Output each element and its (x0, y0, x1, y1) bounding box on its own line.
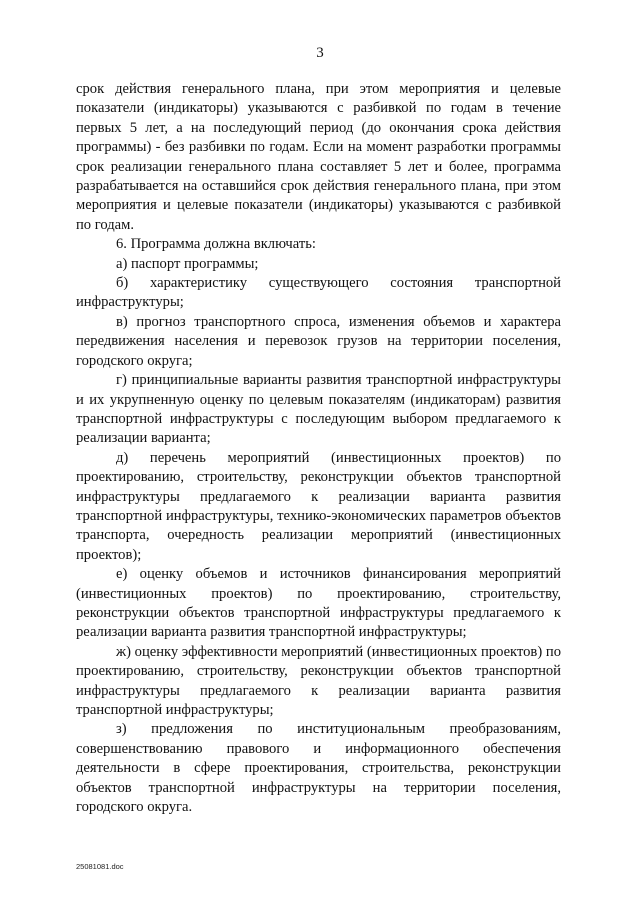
list-item-e: е) оценку объемов и источников финансирования мероприятий (инвестиционных проектов) по проектированию, строительству, реконструкции объектов транспортной инфраструктуры предлагаемого к реализации варианта развития транспортной инфраструктуры; (76, 566, 561, 641)
list-item-b: б) характеристику существующего состояния транспортной инфраструктуры; (76, 275, 561, 311)
paragraph-continuation: срок действия генерального плана, при этом мероприятия и целевые показатели (индикаторы) указываются с разбивкой по годам в течение первых 5 лет, а на последующий период (до окончания срока действия программы) - без разбивки по годам. Если на момент разработки программы срок реализации генерального плана составляет 5 лет и более, программа разрабатывается на оставшийся срок действия генерального плана, при этом мероприятия и целевые показатели (индикаторы) указываются с разбивкой по годам. (76, 81, 561, 233)
document-body (76, 80, 561, 817)
list-item-d: д) перечень мероприятий (инвестиционных проектов) по проектированию, строительству, реконструкции объектов транспортной инфраструктуры предлагаемого к реализации варианта развития транспортной инфраструктуры, технико-экономических параметров объектов транспорта, очередность реализации мероприятий (инвестиционных проектов); (76, 449, 561, 563)
list-item-z: з) предложения по институциональным преобразованиям, совершенствованию правового и информационного обеспечения деятельности в сфере проектирования, строительства, реконструкции объектов транспортной инфраструктуры на территории поселения, городского округа. (76, 721, 561, 816)
paragraph-section-6: 6. Программа должна включать: (116, 236, 316, 253)
list-item-a: а) паспорт программы; (116, 255, 259, 272)
list-item-g: г) принципиальные варианты развития транспортной инфраструктуры и их укрупненную оценку по целевым показателям (индикаторам) развития транспортной инфраструктуры с последующим выбором предлагаемого к реализации варианта; (76, 372, 561, 447)
list-item-zh: ж) оценку эффективности мероприятий (инвестиционных проектов) по проектированию, строительству, реконструкции объектов транспортной инфраструктуры предлагаемого к реализации варианта развития транспортной инфраструктуры; (76, 643, 561, 718)
page-number: 3 (316, 45, 324, 61)
footer-filename: 25081081.doc (76, 862, 124, 871)
list-item-v: в) прогноз транспортного спроса, изменения объемов и характера передвижения населения и перевозок грузов на территории поселения, городского округа; (76, 313, 561, 369)
